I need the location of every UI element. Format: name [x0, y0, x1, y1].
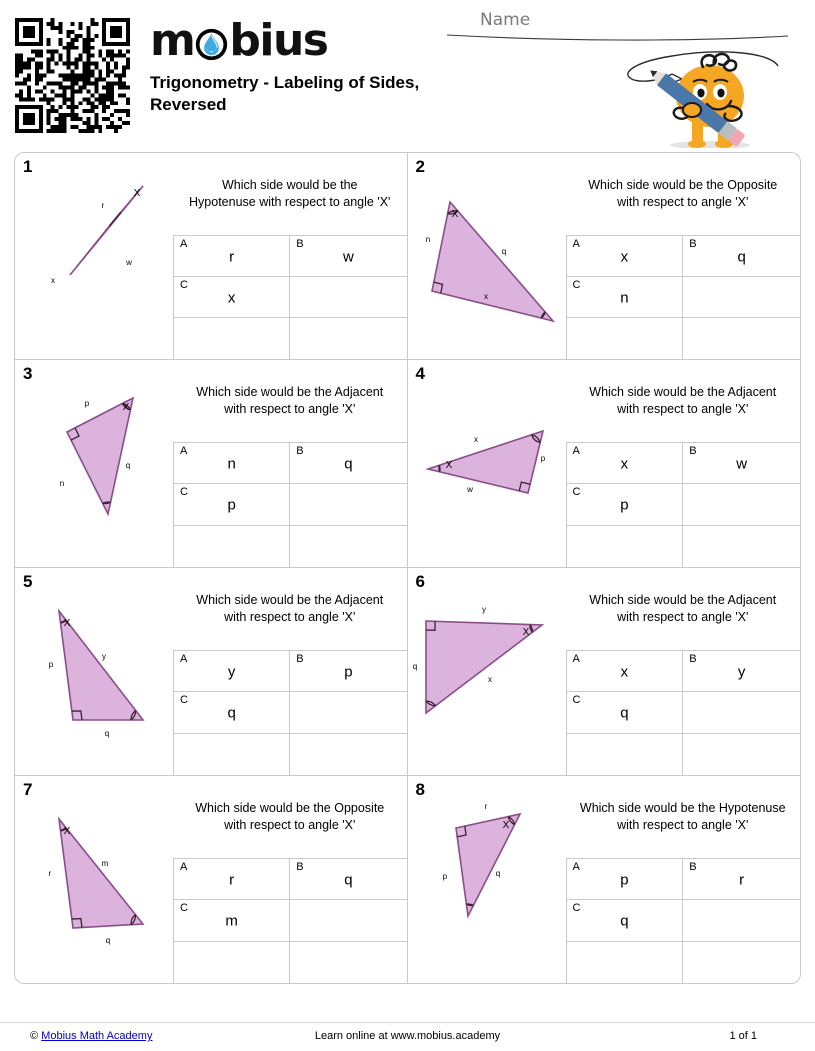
option-letter: B: [296, 653, 303, 665]
name-writing-line[interactable]: [445, 32, 790, 44]
angle-x-label: X: [123, 402, 130, 413]
side-label: r: [49, 869, 52, 878]
angle-x-label: X: [451, 209, 458, 220]
answer-option-B[interactable]: [290, 443, 406, 484]
side-label: p: [540, 454, 545, 463]
answer-options-table: [173, 858, 407, 983]
answer-option-empty: [174, 526, 290, 567]
answer-options-table: [566, 858, 801, 983]
answer-option-B[interactable]: [683, 651, 800, 692]
figure-pane: [15, 360, 173, 567]
option-letter: B: [296, 861, 303, 873]
angle-x-label: X: [64, 618, 71, 629]
side-label: q: [105, 729, 109, 738]
answer-option-A[interactable]: [174, 236, 290, 277]
answer-options-table: [173, 235, 407, 359]
answer-option-A[interactable]: [174, 651, 290, 692]
answer-option-C[interactable]: [174, 484, 290, 525]
option-letter: B: [296, 445, 303, 457]
option-value: q: [683, 248, 800, 265]
question-prompt: Which side would be the Opposite with respect to angle 'X': [173, 776, 407, 858]
answer-option-empty: [683, 734, 800, 775]
side-label: q: [106, 936, 110, 945]
logo-text-m: m: [150, 19, 194, 63]
answer-option-empty: [567, 942, 684, 983]
question-prompt: Which side would be the Hypotenuse with respect to angle 'X': [173, 153, 407, 235]
option-letter: C: [180, 279, 188, 291]
answer-option-empty: [290, 734, 406, 775]
mobius-math-academy-link[interactable]: Mobius Math Academy: [41, 1030, 152, 1042]
answer-option-B[interactable]: [683, 236, 800, 277]
brand-block: [150, 18, 450, 116]
side-label: q: [412, 662, 416, 671]
side-label: w: [466, 485, 473, 494]
side-label: p: [85, 399, 90, 408]
answer-options-table: [566, 235, 801, 359]
triangle-figure-1: [15, 153, 173, 361]
option-letter: B: [689, 445, 696, 457]
triangle-shape: [59, 611, 143, 720]
side-label: x: [474, 435, 478, 444]
option-letter: C: [180, 902, 188, 914]
answer-option-empty: [290, 277, 406, 318]
name-label: Name: [480, 10, 795, 30]
angle-x-label: X: [445, 460, 452, 471]
option-value: r: [174, 248, 289, 265]
question-prompt: Which side would be the Opposite with respect to angle 'X': [566, 153, 801, 235]
mobius-droplet-logo-icon: [195, 28, 228, 61]
option-value: q: [567, 913, 683, 930]
answer-options-table: [566, 442, 801, 567]
side-label: y: [102, 652, 106, 661]
question-row: [14, 152, 801, 360]
side-label: x: [488, 675, 492, 684]
question-pane: [173, 360, 407, 567]
angle-x-label: X: [522, 627, 529, 638]
figure-pane: [408, 153, 566, 359]
answer-option-empty: [290, 318, 406, 359]
option-letter: B: [296, 238, 303, 250]
answer-option-A[interactable]: [567, 859, 684, 900]
option-value: q: [290, 456, 406, 473]
question-card-3: [14, 360, 408, 568]
question-pane: [566, 568, 801, 775]
answer-option-empty: [683, 277, 800, 318]
answer-option-C[interactable]: [567, 484, 684, 525]
triangle-figure-7: [15, 776, 173, 984]
worksheet-questions: [14, 152, 801, 984]
question-number: 4: [416, 364, 425, 384]
answer-option-A[interactable]: [174, 859, 290, 900]
option-letter: A: [180, 238, 187, 250]
triangle-figure-6: [408, 568, 566, 776]
side-label: p: [49, 660, 54, 669]
triangle-shape: [432, 202, 553, 321]
option-letter: B: [689, 861, 696, 873]
question-number: 1: [23, 157, 32, 177]
option-value: x: [174, 289, 289, 306]
question-number: 6: [416, 572, 425, 592]
answer-option-empty: [683, 526, 800, 567]
question-pane: [173, 153, 407, 359]
option-letter: C: [573, 279, 581, 291]
answer-option-B[interactable]: [290, 651, 406, 692]
option-value: x: [567, 664, 683, 681]
figure-pane: [15, 568, 173, 775]
option-value: x: [567, 248, 683, 265]
answer-option-B[interactable]: [683, 859, 800, 900]
answer-option-empty: [683, 692, 800, 733]
angle-arc-marker: [439, 465, 440, 472]
option-letter: A: [573, 653, 580, 665]
side-label: n: [425, 235, 429, 244]
option-value: p: [567, 872, 683, 889]
question-prompt: Which side would be the Hypotenuse with respect to angle 'X': [566, 776, 801, 858]
option-value: n: [174, 456, 289, 473]
answer-options-table: [173, 650, 407, 775]
answer-option-A[interactable]: [567, 443, 684, 484]
option-letter: A: [180, 445, 187, 457]
option-letter: C: [573, 486, 581, 498]
question-number: 3: [23, 364, 32, 384]
question-prompt: Which side would be the Adjacent with respect to angle 'X': [566, 360, 801, 442]
triangle-shape: [59, 819, 143, 928]
triangle-figure-3: [15, 360, 173, 568]
option-letter: A: [573, 238, 580, 250]
answer-option-empty: [567, 526, 684, 567]
question-prompt: Which side would be the Adjacent with respect to angle 'X': [173, 568, 407, 650]
answer-option-A[interactable]: [567, 651, 684, 692]
figure-pane: [408, 568, 566, 775]
footer-tagline: Learn online at www.mobius.academy: [0, 1030, 815, 1042]
option-value: q: [290, 872, 406, 889]
side-label: w: [125, 258, 132, 267]
question-number: 5: [23, 572, 32, 592]
option-letter: B: [689, 653, 696, 665]
answer-option-empty: [174, 318, 290, 359]
answer-option-A[interactable]: [174, 443, 290, 484]
question-pane: [173, 776, 407, 983]
question-row: [14, 360, 801, 568]
answer-option-empty: [567, 734, 684, 775]
option-value: y: [683, 664, 800, 681]
option-letter: A: [180, 653, 187, 665]
question-number: 2: [416, 157, 425, 177]
page-title: Trigonometry - Labeling of Sides, Reversed: [150, 72, 450, 116]
triangle-figure-4: [408, 360, 566, 568]
side-label: q: [501, 247, 505, 256]
question-number: 7: [23, 780, 32, 800]
answer-option-empty: [290, 942, 406, 983]
option-value: x: [567, 456, 683, 473]
page-number: 1 of 1: [729, 1030, 757, 1042]
answer-options-table: [173, 442, 407, 567]
mobius-logo: [150, 18, 450, 64]
option-value: p: [174, 497, 289, 514]
answer-option-empty: [683, 484, 800, 525]
question-card-8: [408, 776, 802, 984]
answer-option-B[interactable]: [683, 443, 800, 484]
question-card-7: [14, 776, 408, 984]
figure-pane: [408, 776, 566, 983]
question-pane: [566, 153, 801, 359]
question-card-2: [408, 152, 802, 360]
answer-option-B[interactable]: [290, 859, 406, 900]
answer-option-empty: [683, 900, 800, 941]
answer-option-empty: [683, 318, 800, 359]
answer-option-C[interactable]: [174, 900, 290, 941]
question-row: [14, 568, 801, 776]
angle-x-label: X: [134, 188, 141, 199]
angle-x-label: X: [502, 820, 509, 831]
option-value: p: [567, 497, 683, 514]
answer-option-empty: [290, 900, 406, 941]
figure-pane: [15, 776, 173, 983]
mascot-illustration: [600, 48, 785, 148]
answer-option-empty: [290, 484, 406, 525]
question-card-5: [14, 568, 408, 776]
triangle-figure-8: [408, 776, 566, 984]
option-letter: B: [689, 238, 696, 250]
option-value: y: [174, 664, 289, 681]
side-label: r: [484, 802, 487, 811]
side-label: q: [495, 869, 499, 878]
option-letter: C: [180, 694, 188, 706]
answer-option-C[interactable]: [567, 277, 684, 318]
logo-text-bius: bius: [229, 19, 327, 63]
answer-option-B[interactable]: [290, 236, 406, 277]
qr-code[interactable]: [15, 18, 130, 133]
triangle-shape: [67, 398, 133, 514]
option-value: r: [174, 872, 289, 889]
question-pane: [173, 568, 407, 775]
option-value: w: [683, 456, 800, 473]
question-pane: [566, 776, 801, 983]
question-pane: [566, 360, 801, 567]
side-label: x: [484, 292, 488, 301]
option-letter: C: [573, 694, 581, 706]
option-value: n: [567, 289, 683, 306]
answer-option-empty: [290, 526, 406, 567]
question-number: 8: [416, 780, 425, 800]
side-label: r: [102, 201, 105, 210]
question-row: [14, 776, 801, 984]
copyright-symbol: ©: [30, 1030, 38, 1042]
option-value: w: [290, 248, 406, 265]
answer-option-empty: [174, 734, 290, 775]
answer-option-empty: [290, 692, 406, 733]
option-value: q: [174, 705, 289, 722]
question-card-6: [408, 568, 802, 776]
triangle-figure-2: [408, 153, 566, 361]
answer-option-empty: [174, 942, 290, 983]
answer-option-empty: [567, 318, 684, 359]
side-label: p: [442, 872, 447, 881]
figure-pane: [15, 153, 173, 359]
option-letter: A: [180, 861, 187, 873]
right-angle-marker: [109, 212, 120, 226]
answer-option-empty: [683, 942, 800, 983]
side-label: x: [51, 276, 55, 285]
answer-options-table: [566, 650, 801, 775]
page-footer: [0, 1022, 815, 1051]
side-label: q: [126, 461, 130, 470]
triangle-shape: [70, 186, 143, 275]
question-prompt: Which side would be the Adjacent with respect to angle 'X': [566, 568, 801, 650]
option-letter: A: [573, 445, 580, 457]
figure-pane: [408, 360, 566, 567]
page-header: [0, 0, 815, 148]
option-letter: C: [573, 902, 581, 914]
angle-x-label: X: [64, 826, 71, 837]
triangle-figure-5: [15, 568, 173, 776]
option-letter: C: [180, 486, 188, 498]
answer-option-C[interactable]: [567, 692, 684, 733]
side-label: n: [60, 479, 64, 488]
option-letter: A: [573, 861, 580, 873]
option-value: q: [567, 705, 683, 722]
answer-option-A[interactable]: [567, 236, 684, 277]
side-label: m: [102, 859, 109, 868]
question-prompt: Which side would be the Adjacent with respect to angle 'X': [173, 360, 407, 442]
option-value: m: [174, 913, 289, 930]
question-card-1: [14, 152, 408, 360]
answer-option-C[interactable]: [174, 692, 290, 733]
option-value: r: [683, 872, 800, 889]
answer-option-C[interactable]: [567, 900, 684, 941]
side-label: y: [482, 605, 486, 614]
answer-option-C[interactable]: [174, 277, 290, 318]
option-value: p: [290, 664, 406, 681]
question-card-4: [408, 360, 802, 568]
name-field-area: [445, 10, 795, 49]
